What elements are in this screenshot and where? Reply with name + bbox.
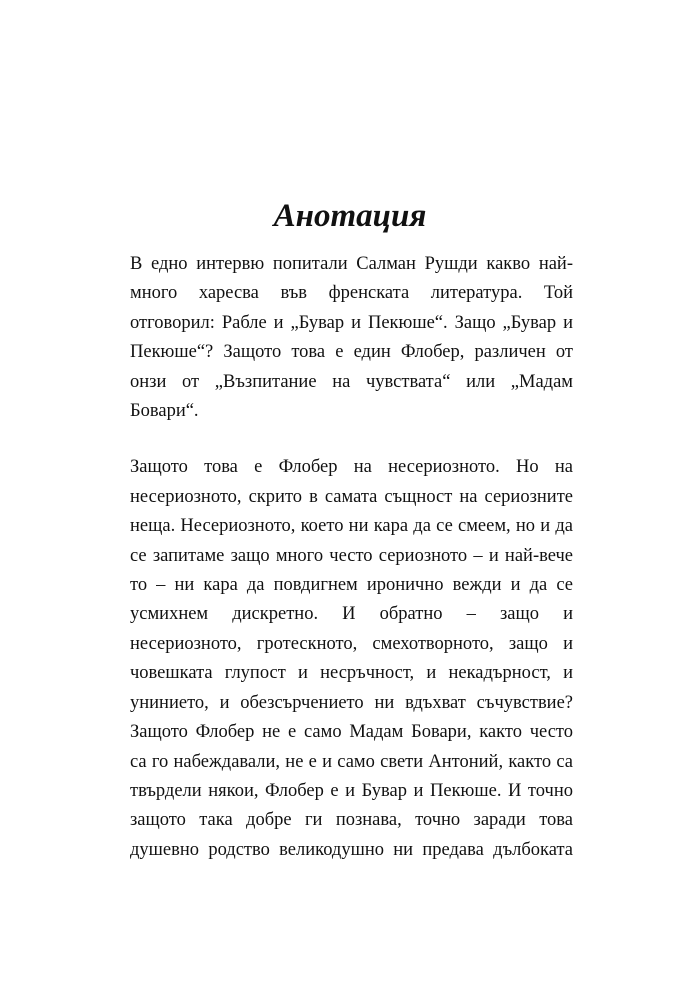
text-line: се запитаме защо много често сериозното – и най-вече [130, 545, 573, 566]
page-title: Анотация [273, 198, 427, 234]
text-line: Пекюше“? Защото това е един Флобер, различен от [130, 342, 573, 363]
text-line: несериозното, скрито в самата същност на сериозните [130, 486, 573, 507]
text-line: Бовари“. [130, 401, 199, 422]
text-line: несериозното, гротескното, смехотворното, защо и [130, 633, 573, 654]
paragraph-2 [130, 453, 573, 865]
text-line: унинието, и обезсърчението ни вдъхват съчувствие? [130, 692, 573, 713]
text-line: душевно родство великодушно ни предава дълбоката [130, 839, 573, 860]
body-text [130, 250, 573, 865]
text-line: то – ни кара да повдигнем иронично вежди и да се [130, 575, 573, 596]
text-line: В едно интервю попитали Салман Рушди какво най- [130, 254, 573, 274]
text-line: човешката глупост и несръчност, и некадърност, и [130, 663, 573, 684]
paragraph-1 [130, 250, 573, 426]
text-line: Защото Флобер не е само Мадам Бовари, както често [130, 722, 573, 743]
text-line: защото така добре ги познава, точно заради това [130, 810, 573, 831]
text-line: неща. Несериозното, което ни кара да се смеем, но и да [130, 516, 573, 537]
text-line: много харесва във френската литература. Той [130, 283, 573, 304]
text-line: отговорил: Рабле и „Бувар и Пекюше“. Защо „Бувар и [130, 312, 573, 333]
text-line: усмихнем дискретно. И обратно – защо и [130, 604, 573, 625]
text-line: са го набеждавали, не е и само свети Антоний, както са [130, 751, 573, 772]
text-line: Защото това е Флобер на несериозното. Но на [130, 457, 573, 478]
text-line: твърдели някои, Флобер е и Бувар и Пекюше. И точно [130, 780, 573, 801]
text-line: онзи от „Възпитание на чувствата“ или „Мадам [130, 371, 573, 392]
